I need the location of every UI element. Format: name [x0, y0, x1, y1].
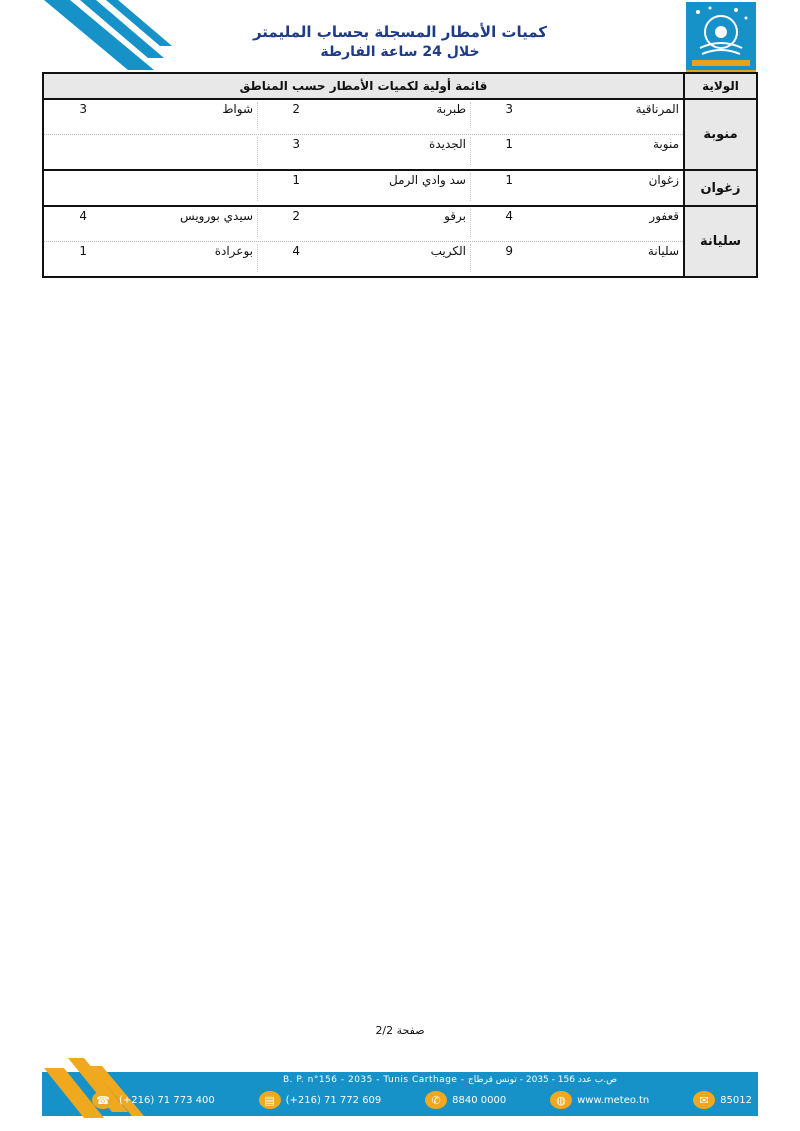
station-cell — [257, 135, 470, 169]
station-cell — [470, 242, 683, 276]
station-name: سيدي بورويس — [180, 209, 253, 223]
station-value: 3 — [79, 102, 87, 116]
green-number: 8840 0000 — [452, 1094, 507, 1106]
station-value: 1 — [79, 244, 87, 258]
station-value: 1 — [505, 137, 513, 151]
website-link[interactable]: www.meteo.tn — [577, 1094, 650, 1106]
table-row — [43, 99, 684, 135]
page-title — [200, 22, 600, 62]
station-cell — [470, 171, 683, 205]
station-cell — [257, 100, 470, 134]
station-value: 1 — [292, 173, 300, 187]
station-value: 4 — [505, 209, 513, 223]
governorate-siliana: سليانة — [684, 206, 757, 277]
station-name: سد وادي الرمل — [389, 173, 466, 187]
station-name: بوعرادة — [214, 244, 253, 258]
station-name: طبربة — [436, 102, 466, 116]
contact-phone — [92, 1091, 215, 1109]
station-cell — [44, 100, 257, 134]
station-value: 9 — [505, 244, 513, 258]
governorate-manouba: منوبة — [684, 99, 757, 170]
stations-column-header: قائمة أولية لكميات الأمطار حسب المناطق — [43, 73, 684, 99]
governorate-column-header: الولاية — [684, 73, 757, 99]
contact-green-number — [425, 1091, 506, 1109]
station-name: شواط — [222, 102, 253, 116]
phone-number: (+216) 71 773 400 — [119, 1094, 215, 1106]
phone-icon: ☎ — [92, 1091, 114, 1109]
decorative-stripes — [44, 0, 174, 70]
station-cell — [470, 100, 683, 134]
governorate-zaghouan: زغوان — [684, 170, 757, 206]
page-number: صفحة 2/2 — [375, 1024, 425, 1037]
fax-icon: ▤ — [259, 1091, 281, 1109]
station-cell — [470, 207, 683, 241]
station-name: الجديدة — [429, 137, 466, 151]
table-row — [43, 135, 684, 171]
station-value: 4 — [292, 244, 300, 258]
title-line-2: خلال 24 ساعة الفارطة — [320, 44, 480, 60]
station-name: برقو — [444, 209, 466, 223]
station-cell — [257, 207, 470, 241]
station-value: 2 — [292, 102, 300, 116]
station-cell — [257, 171, 470, 205]
table-row — [43, 206, 684, 242]
station-name: قعفور — [649, 209, 679, 223]
green-number-icon: ✆ — [425, 1091, 447, 1109]
station-cell — [257, 242, 470, 276]
contact-fax — [259, 1091, 382, 1109]
station-value: 3 — [292, 137, 300, 151]
sms-icon: ✉ — [693, 1091, 715, 1109]
rainfall-table — [42, 72, 758, 278]
table-row — [43, 242, 684, 278]
station-value: 1 — [505, 173, 513, 187]
title-line-1: كميات الأمطار المسجلة بحساب المليمتر — [252, 23, 548, 41]
footer-address: B. P. n°156 - 2035 - Tunis Carthage - ص.ب عدد 156 - 2035 - تونس قرطاج — [282, 1075, 617, 1085]
fax-number: (+216) 71 772 609 — [285, 1094, 382, 1106]
station-name: المرناقية — [635, 102, 679, 116]
sms-number: 85012 — [720, 1094, 752, 1106]
station-name: الكريب — [430, 244, 466, 258]
footer-contacts — [92, 1089, 752, 1111]
station-name: سليانة — [647, 244, 679, 258]
station-cell — [44, 207, 257, 241]
station-value: 3 — [505, 102, 513, 116]
station-value: 4 — [79, 209, 87, 223]
station-name: منوبة — [652, 137, 679, 151]
station-name: زغوان — [648, 173, 679, 187]
table-row — [43, 170, 684, 206]
station-cell — [44, 135, 257, 169]
station-value: 2 — [292, 209, 300, 223]
station-cell — [44, 171, 257, 205]
contact-sms — [693, 1091, 752, 1109]
station-cell — [44, 242, 257, 276]
institute-logo — [686, 2, 756, 74]
contact-website[interactable] — [550, 1091, 649, 1109]
station-cell — [470, 135, 683, 169]
web-icon: ◍ — [550, 1091, 572, 1109]
